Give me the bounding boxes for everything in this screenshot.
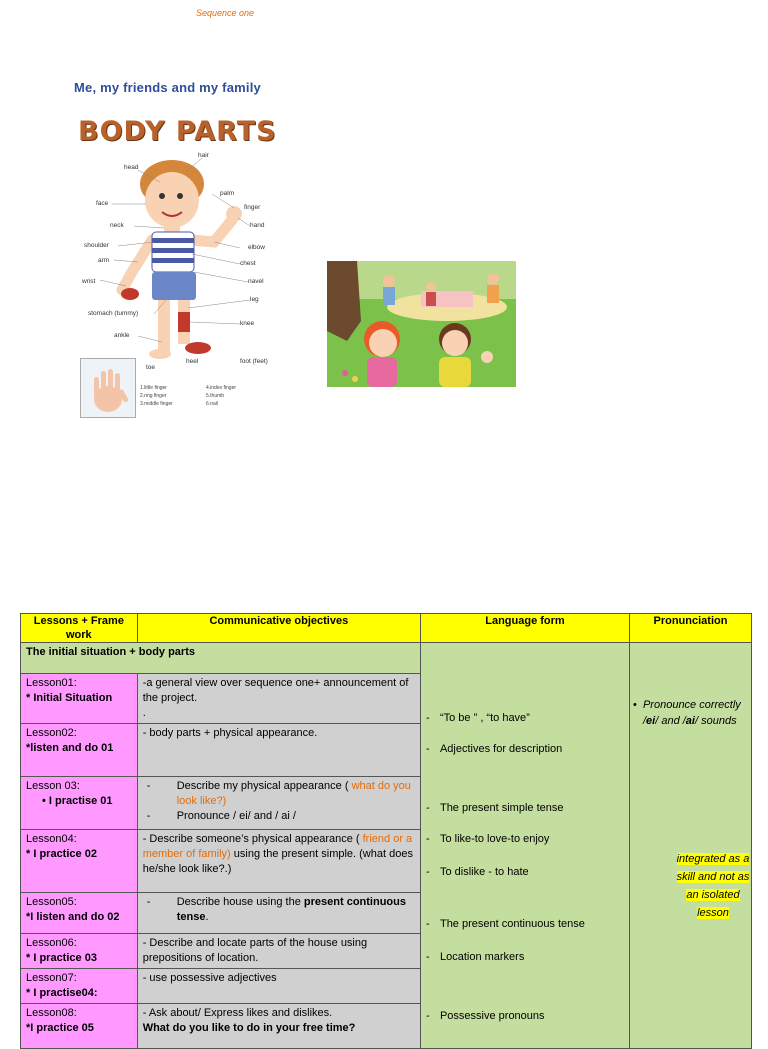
- label-shoulder: shoulder: [84, 242, 109, 249]
- table-header-row: [21, 614, 752, 643]
- label-palm: palm: [220, 190, 235, 197]
- label-navel: navel: [248, 278, 264, 285]
- label-head: head: [124, 164, 139, 171]
- pronunciation-cell: [629, 643, 751, 1049]
- friends-picnic-image: [327, 261, 516, 387]
- header-pronunciation: Pronunciation: [629, 614, 751, 643]
- label-neck: neck: [110, 222, 124, 229]
- language-form-item: - Possessive pronouns: [440, 1009, 545, 1024]
- finger-list-left: 1.little finger 2.ring finger 3.middle finger: [140, 385, 173, 407]
- label-stomach: stomach (tummy): [88, 310, 139, 317]
- pronunciation-integrated-note: integrated as a skill and not as an isolated lesson: [676, 853, 750, 919]
- label-foot: foot (feet): [240, 358, 268, 365]
- objective-cell: - Ask about/ Express likes and dislikes. What do you like to do in your free time?: [137, 1004, 420, 1049]
- finger-list-right: 4.index finger 5.thumb 6.nail: [206, 385, 237, 407]
- label-face: face: [96, 200, 109, 207]
- objective-cell: - Describe someone’s physical appearance ( friend or a member of family) using the present simple. (what does he/she look like?.): [137, 830, 420, 893]
- language-form-item: - The present continuous tense: [440, 917, 585, 932]
- language-form-cell: [420, 643, 629, 1049]
- lesson-cell: Lesson08: *I practice 05: [21, 1004, 138, 1049]
- objective-cell: - body parts + physical appearance.: [137, 724, 420, 777]
- lesson-cell: Lesson01: * Initial Situation: [21, 674, 138, 724]
- language-form-item: - Location markers: [440, 950, 524, 965]
- sequence-label: Sequence one: [196, 8, 255, 18]
- language-form-item: - “To be ” , “to have”: [440, 711, 530, 726]
- label-ankle: ankle: [114, 332, 130, 339]
- label-toe: toe: [146, 364, 156, 371]
- lesson-cell: Lesson05: *I listen and do 02: [21, 893, 138, 934]
- label-hand: hand: [250, 222, 265, 229]
- lesson-plan-table: [20, 613, 752, 1049]
- language-form-item: - Adjectives for description: [440, 742, 562, 757]
- lesson-cell: Lesson07: * I practise04:: [21, 969, 138, 1004]
- lesson-cell: Lesson02: *listen and do 01: [21, 724, 138, 777]
- header-objectives: Communicative objectives: [137, 614, 420, 643]
- language-form-item: - The present simple tense: [440, 801, 564, 816]
- picnic-illustration: [327, 261, 516, 387]
- label-chest: chest: [240, 260, 256, 267]
- lesson-cell: Lesson04: * I practice 02: [21, 830, 138, 893]
- label-hair: hair: [198, 152, 209, 159]
- lesson-cell: Lesson06: * I practice 03: [21, 934, 138, 969]
- label-leg: leg: [250, 296, 259, 303]
- label-knee: knee: [240, 320, 255, 327]
- language-form-item: - To like-to love-to enjoy: [440, 832, 549, 847]
- initial-situation-row: The initial situation + body parts: [21, 643, 421, 674]
- hand-icon: [81, 359, 135, 417]
- body-parts-poster: [74, 112, 284, 430]
- objective-cell: - Describe house using the present continuous tense.: [137, 893, 420, 934]
- objective-cell: -a general view over sequence one+ announcement of the project. .: [137, 674, 420, 724]
- lesson-cell: Lesson 03: • I practise 01: [21, 777, 138, 830]
- page-title: Me, my friends and my family: [74, 80, 261, 95]
- hand-diagram: [80, 358, 136, 418]
- label-wrist: wrist: [82, 278, 96, 285]
- objective-cell: - Describe my physical appearance ( what do you look like?) - Pronounce / ei/ and / ai /: [137, 777, 420, 830]
- header-language: Language form: [420, 614, 629, 643]
- label-elbow: elbow: [248, 244, 265, 251]
- language-form-item: - To dislike - to hate: [440, 865, 529, 880]
- objective-cell: - Describe and locate parts of the house using prepositions of location.: [137, 934, 420, 969]
- poster-title: BODY PARTS: [78, 116, 277, 147]
- header-lessons: Lessons + Frame work: [21, 614, 138, 643]
- pronunciation-bullet: • Pronounce correctly /ei/ and /ai/ sounds: [643, 697, 755, 729]
- label-arm: arm: [98, 257, 110, 264]
- objective-cell: - use possessive adjectives: [137, 969, 420, 1004]
- label-heel: heel: [186, 358, 199, 365]
- table-row: [21, 643, 752, 674]
- label-finger: finger: [244, 204, 261, 211]
